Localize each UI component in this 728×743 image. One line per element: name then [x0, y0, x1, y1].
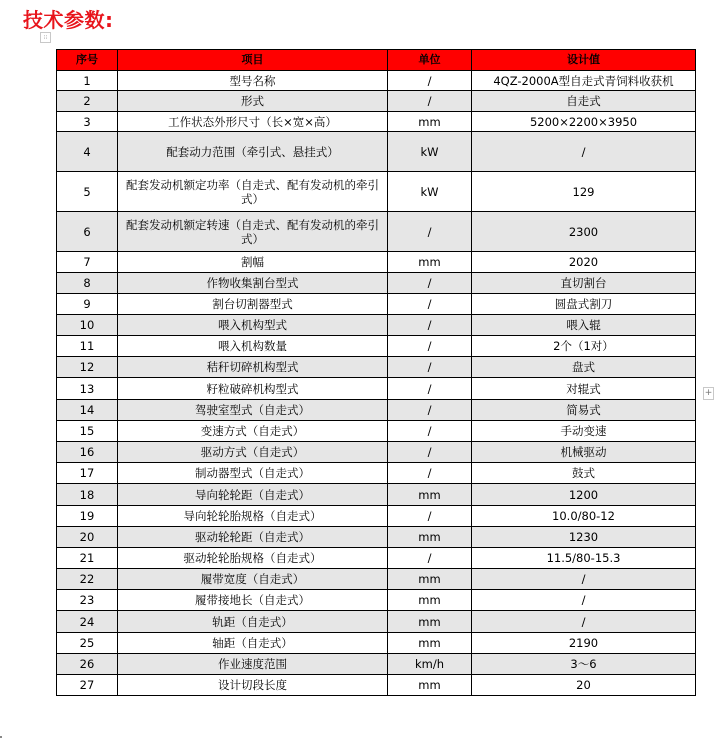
row-item: 籽粒破碎机构型式	[118, 378, 388, 400]
header-item: 项目	[118, 50, 388, 71]
row-number: 10	[57, 315, 118, 336]
row-number: 3	[57, 112, 118, 132]
row-value: 盘式	[472, 357, 696, 378]
row-number: 19	[57, 506, 118, 527]
row-item: 作物收集割台型式	[118, 273, 388, 294]
row-number: 14	[57, 400, 118, 421]
row-unit: /	[388, 336, 472, 357]
row-value: 手动变速	[472, 421, 696, 442]
row-value: /	[472, 569, 696, 590]
row-number: 1	[57, 71, 118, 91]
row-unit: mm	[388, 569, 472, 590]
table-row	[57, 132, 696, 172]
row-unit: mm	[388, 112, 472, 132]
table-row	[57, 172, 696, 212]
table-row	[57, 294, 696, 315]
row-unit: mm	[388, 675, 472, 696]
row-unit: /	[388, 315, 472, 336]
row-number: 25	[57, 633, 118, 654]
row-item: 制动器型式（自走式）	[118, 463, 388, 484]
table-header-row	[57, 50, 696, 71]
table-row	[57, 273, 696, 294]
row-number: 17	[57, 463, 118, 484]
row-number: 26	[57, 654, 118, 675]
row-value: /	[472, 132, 696, 172]
row-unit: /	[388, 212, 472, 252]
row-number: 16	[57, 442, 118, 463]
table-row	[57, 484, 696, 506]
row-unit: /	[388, 357, 472, 378]
row-number: 21	[57, 548, 118, 569]
table-row	[57, 71, 696, 91]
row-item: 设计切段长度	[118, 675, 388, 696]
row-unit: /	[388, 71, 472, 91]
row-value: 1200	[472, 484, 696, 506]
table-row	[57, 112, 696, 132]
row-unit: mm	[388, 633, 472, 654]
row-item: 履带接地长（自走式）	[118, 590, 388, 611]
page-corner-mark	[0, 736, 2, 738]
row-unit: mm	[388, 252, 472, 273]
table-row	[57, 442, 696, 463]
row-item: 轨距（自走式）	[118, 611, 388, 633]
table-row	[57, 378, 696, 400]
row-item: 作业速度范围	[118, 654, 388, 675]
row-number: 23	[57, 590, 118, 611]
row-item: 变速方式（自走式）	[118, 421, 388, 442]
table-row	[57, 527, 696, 548]
row-unit: /	[388, 463, 472, 484]
table-row	[57, 611, 696, 633]
row-value: 机械驱动	[472, 442, 696, 463]
row-value: /	[472, 590, 696, 611]
row-value: 简易式	[472, 400, 696, 421]
row-value: 129	[472, 172, 696, 212]
row-unit: mm	[388, 484, 472, 506]
row-item: 驱动方式（自走式）	[118, 442, 388, 463]
row-unit: /	[388, 421, 472, 442]
row-unit: /	[388, 91, 472, 112]
header-unit: 单位	[388, 50, 472, 71]
row-value: 直切割台	[472, 273, 696, 294]
row-item: 配套动力范围（牵引式、悬挂式）	[118, 132, 388, 172]
row-number: 13	[57, 378, 118, 400]
row-value: 2个（1对）	[472, 336, 696, 357]
row-item: 驱动轮轮胎规格（自走式）	[118, 548, 388, 569]
table-row	[57, 252, 696, 273]
table-row	[57, 654, 696, 675]
row-unit: /	[388, 442, 472, 463]
row-item: 喂入机构型式	[118, 315, 388, 336]
row-item: 秸秆切碎机构型式	[118, 357, 388, 378]
row-value: 2020	[472, 252, 696, 273]
row-number: 5	[57, 172, 118, 212]
row-item: 导向轮轮距（自走式）	[118, 484, 388, 506]
row-number: 11	[57, 336, 118, 357]
row-value: 鼓式	[472, 463, 696, 484]
row-item: 配套发动机额定功率（自走式、配有发动机的牵引式）	[118, 172, 388, 212]
row-unit: /	[388, 378, 472, 400]
row-item: 导向轮轮胎规格（自走式）	[118, 506, 388, 527]
row-unit: /	[388, 506, 472, 527]
row-value: 2300	[472, 212, 696, 252]
row-number: 12	[57, 357, 118, 378]
add-column-icon[interactable]: +	[704, 388, 713, 398]
row-unit: km/h	[388, 654, 472, 675]
row-value: 5200×2200×3950	[472, 112, 696, 132]
table-row	[57, 506, 696, 527]
row-item: 工作状态外形尺寸（长×宽×高）	[118, 112, 388, 132]
row-unit: kW	[388, 172, 472, 212]
row-number: 27	[57, 675, 118, 696]
row-item: 割幅	[118, 252, 388, 273]
row-number: 9	[57, 294, 118, 315]
row-item: 喂入机构数量	[118, 336, 388, 357]
row-unit: mm	[388, 590, 472, 611]
row-item: 割台切割器型式	[118, 294, 388, 315]
row-number: 22	[57, 569, 118, 590]
table-row	[57, 336, 696, 357]
row-item: 型号名称	[118, 71, 388, 91]
row-unit: mm	[388, 527, 472, 548]
row-value: 对辊式	[472, 378, 696, 400]
row-number: 15	[57, 421, 118, 442]
table-move-handle-icon[interactable]: ⁝⁝	[40, 32, 51, 43]
row-value: 自走式	[472, 91, 696, 112]
header-no: 序号	[57, 50, 118, 71]
row-number: 6	[57, 212, 118, 252]
table-row	[57, 548, 696, 569]
row-unit: /	[388, 273, 472, 294]
row-unit: /	[388, 400, 472, 421]
row-value: 喂入辊	[472, 315, 696, 336]
row-item: 驾驶室型式（自走式）	[118, 400, 388, 421]
row-item: 形式	[118, 91, 388, 112]
row-item: 履带宽度（自走式）	[118, 569, 388, 590]
header-value: 设计值	[472, 50, 696, 71]
row-number: 20	[57, 527, 118, 548]
row-value: 20	[472, 675, 696, 696]
row-number: 24	[57, 611, 118, 633]
row-item: 轴距（自走式）	[118, 633, 388, 654]
row-number: 7	[57, 252, 118, 273]
row-unit: mm	[388, 611, 472, 633]
table-row	[57, 569, 696, 590]
row-value: 1230	[472, 527, 696, 548]
table-row	[57, 590, 696, 611]
row-unit: kW	[388, 132, 472, 172]
table-row	[57, 675, 696, 696]
row-number: 4	[57, 132, 118, 172]
row-value: 3～6	[472, 654, 696, 675]
row-unit: /	[388, 294, 472, 315]
row-item: 配套发动机额定转速（自走式、配有发动机的牵引式）	[118, 212, 388, 252]
row-value: 2190	[472, 633, 696, 654]
row-unit: /	[388, 548, 472, 569]
table-row	[57, 400, 696, 421]
table-row	[57, 421, 696, 442]
page-title: 技术参数:	[23, 8, 114, 32]
row-value: 4QZ-2000A型自走式青饲料收获机	[472, 71, 696, 91]
row-item: 驱动轮轮距（自走式）	[118, 527, 388, 548]
table-row	[57, 463, 696, 484]
table-row	[57, 212, 696, 252]
row-value: /	[472, 611, 696, 633]
row-number: 2	[57, 91, 118, 112]
row-value: 圆盘式割刀	[472, 294, 696, 315]
row-value: 11.5/80-15.3	[472, 548, 696, 569]
table-row	[57, 315, 696, 336]
row-number: 8	[57, 273, 118, 294]
table-row	[57, 357, 696, 378]
table-row	[57, 91, 696, 112]
row-number: 18	[57, 484, 118, 506]
spec-table	[56, 49, 696, 696]
table-row	[57, 633, 696, 654]
row-value: 10.0/80-12	[472, 506, 696, 527]
